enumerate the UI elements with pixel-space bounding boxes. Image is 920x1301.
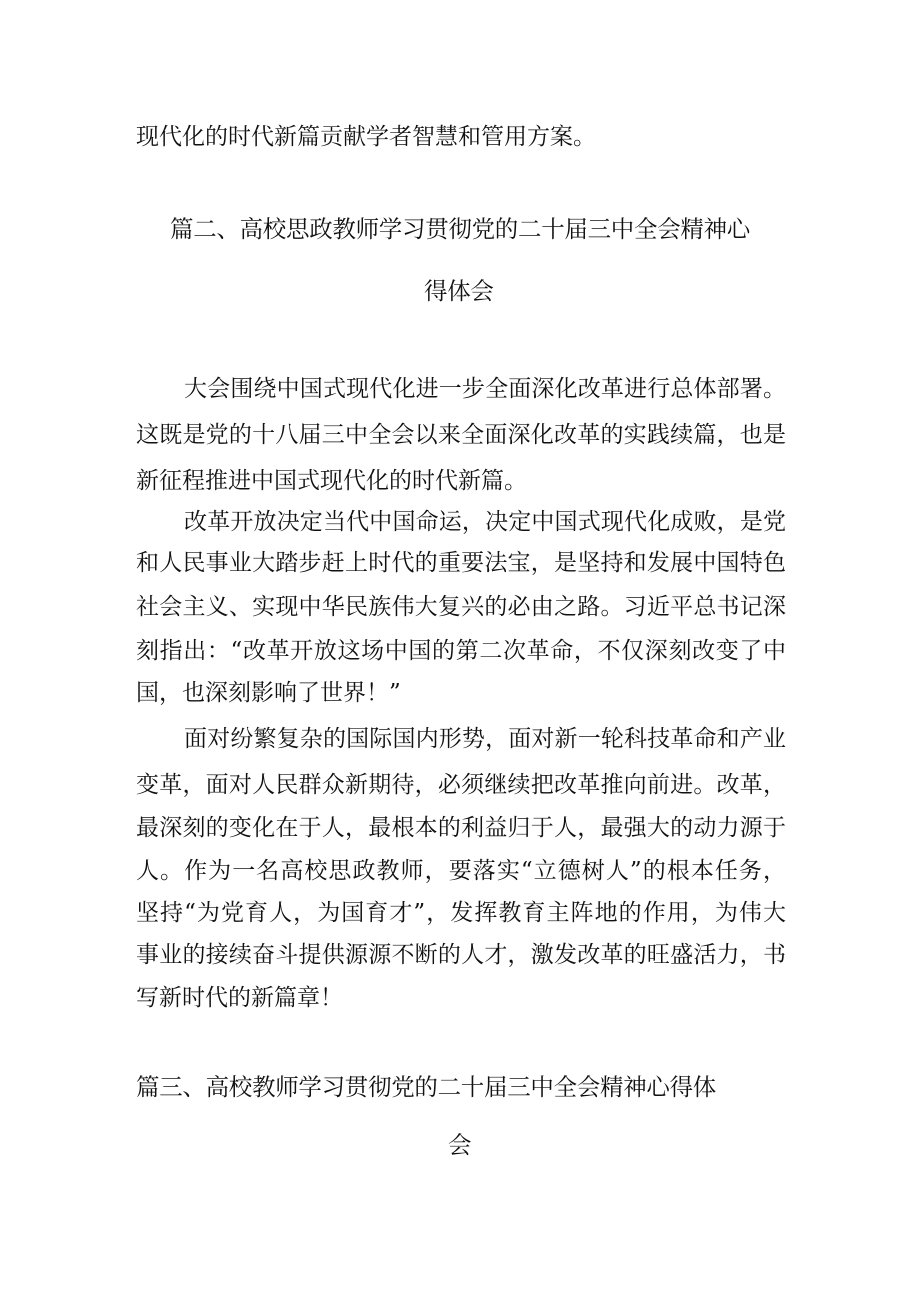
section2-title-line2: 得体会	[424, 277, 494, 305]
paragraph-line: 国，也深刻影响了世界！”	[136, 680, 401, 706]
paragraph-line: 新征程推进中国式现代化的时代新篇。	[136, 468, 527, 494]
paragraph-line: 和人民事业大踏步赶上时代的重要法宝，是坚持和发展中国特色	[136, 550, 786, 576]
paragraph-line: 人。作为一名高校思政教师，要落实“立德树人”的根本任务，	[136, 858, 786, 884]
paragraph-line: 这既是党的十八届三中全会以来全面深化改革的实践续篇，也是	[136, 422, 786, 448]
paragraph-line: 改革开放决定当代中国命运，决定中国式现代化成败，是党	[184, 509, 786, 535]
section2-title-line1: 篇二、高校思政教师学习贯彻党的二十届三中全会精神心	[170, 215, 750, 243]
intro-paragraph-line: 现代化的时代新篇贡献学者智慧和管用方案。	[136, 124, 596, 150]
paragraph-line: 面对纷繁复杂的国际国内形势，面对新一轮科技革命和产业	[184, 726, 786, 752]
paragraph-line: 写新时代的新篇章！	[136, 985, 343, 1011]
paragraph-line: 最深刻的变化在于人，最根本的利益归于人，最强大的动力源于	[136, 815, 786, 841]
paragraph-line: 变革，面对人民群众新期待，必须继续把改革推向前进。改革，	[136, 772, 786, 798]
paragraph-line: 刻指出：“改革开放这场中国的第二次革命，不仅深刻改变了中	[136, 638, 786, 664]
paragraph-line: 事业的接续奋斗提供源源不断的人才，激发改革的旺盛活力，书	[136, 942, 786, 968]
paragraph-line: 大会围绕中国式现代化进一步全面深化改革进行总体部署。	[184, 376, 786, 402]
section3-title-line1: 篇三、高校教师学习贯彻党的二十届三中全会精神心得体	[136, 1073, 716, 1101]
paragraph-line: 坚持“为党育人，为国育才”，发挥教育主阵地的作用，为伟大	[136, 900, 786, 926]
paragraph-line: 社会主义、实现中华民族伟大复兴的必由之路。习近平总书记深	[136, 594, 786, 620]
section3-title-line2: 会	[448, 1131, 472, 1159]
